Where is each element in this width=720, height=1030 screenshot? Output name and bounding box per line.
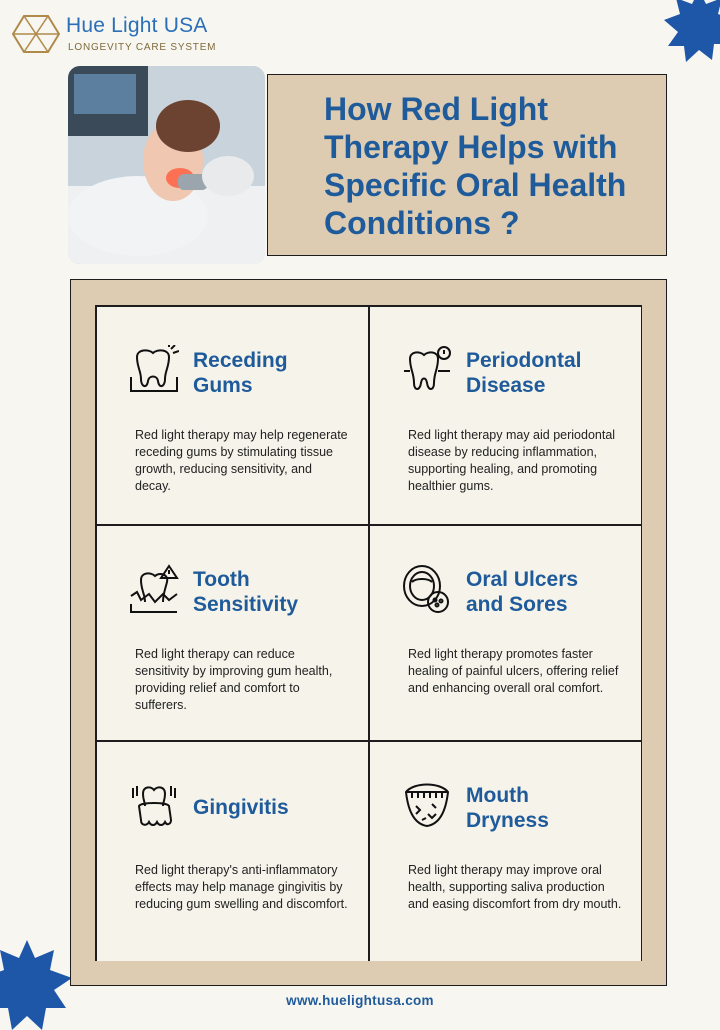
gingivitis-tooth-icon bbox=[129, 780, 179, 830]
periodontal-tooth-icon bbox=[402, 345, 452, 395]
brand-tagline: LONGEVITY CARE SYSTEM bbox=[68, 42, 217, 53]
condition-card-receding-gums bbox=[97, 307, 368, 524]
corner-star-bottom-left bbox=[0, 940, 72, 1030]
condition-title: Receding Gums bbox=[193, 349, 288, 397]
hexagon-logo-icon bbox=[12, 14, 60, 54]
therapy-photo-illustration bbox=[68, 66, 265, 264]
condition-description: Red light therapy may help regenerate receding gums by stimulating tissue growth, reducing sensitivity, and decay. bbox=[135, 428, 348, 493]
condition-description: Red light therapy may improve oral health, supporting saliva production and easing discomfort from dry mouth. bbox=[408, 863, 622, 911]
condition-description: Red light therapy may aid periodontal disease by reducing inflammation, supporting healing, and promoting healthier gums. bbox=[408, 428, 616, 493]
condition-card-oral-ulcers bbox=[370, 526, 641, 740]
mouth-ulcer-icon bbox=[402, 564, 452, 614]
brand-name: Hue Light USA bbox=[66, 14, 208, 37]
brand-logo[interactable] bbox=[12, 14, 216, 54]
condition-title: Tooth Sensitivity bbox=[193, 568, 299, 616]
condition-card-mouth-dryness bbox=[370, 742, 641, 961]
condition-description: Red light therapy's anti-inflammatory effects may help manage gingivitis by reducing gum swelling and discomfort. bbox=[135, 863, 348, 911]
condition-title: Mouth Dryness bbox=[466, 784, 549, 832]
condition-card-periodontal-disease bbox=[370, 307, 641, 524]
condition-card-gingivitis bbox=[97, 742, 368, 961]
condition-title: Periodontal Disease bbox=[466, 349, 582, 397]
hero-photo bbox=[68, 66, 265, 264]
condition-title: Oral Ulcers and Sores bbox=[466, 568, 579, 616]
condition-title: Gingivitis bbox=[193, 796, 289, 819]
website-link[interactable]: www.huelightusa.com bbox=[286, 993, 434, 1008]
dry-mouth-icon bbox=[402, 780, 452, 830]
conditions-grid bbox=[95, 305, 642, 961]
condition-card-tooth-sensitivity bbox=[97, 526, 368, 740]
condition-description: Red light therapy promotes faster healing of painful ulcers, offering relief and enhancing overall oral comfort. bbox=[408, 647, 619, 695]
sensitive-tooth-icon bbox=[129, 564, 179, 614]
corner-star-top-right bbox=[664, 0, 720, 70]
receding-gums-icon bbox=[129, 345, 179, 395]
condition-description: Red light therapy can reduce sensitivity by improving gum health, providing relief and comfort to sufferers. bbox=[135, 647, 333, 712]
page-title: How Red Light Therapy Helps with Specific Oral Health Conditions ? bbox=[324, 91, 627, 241]
